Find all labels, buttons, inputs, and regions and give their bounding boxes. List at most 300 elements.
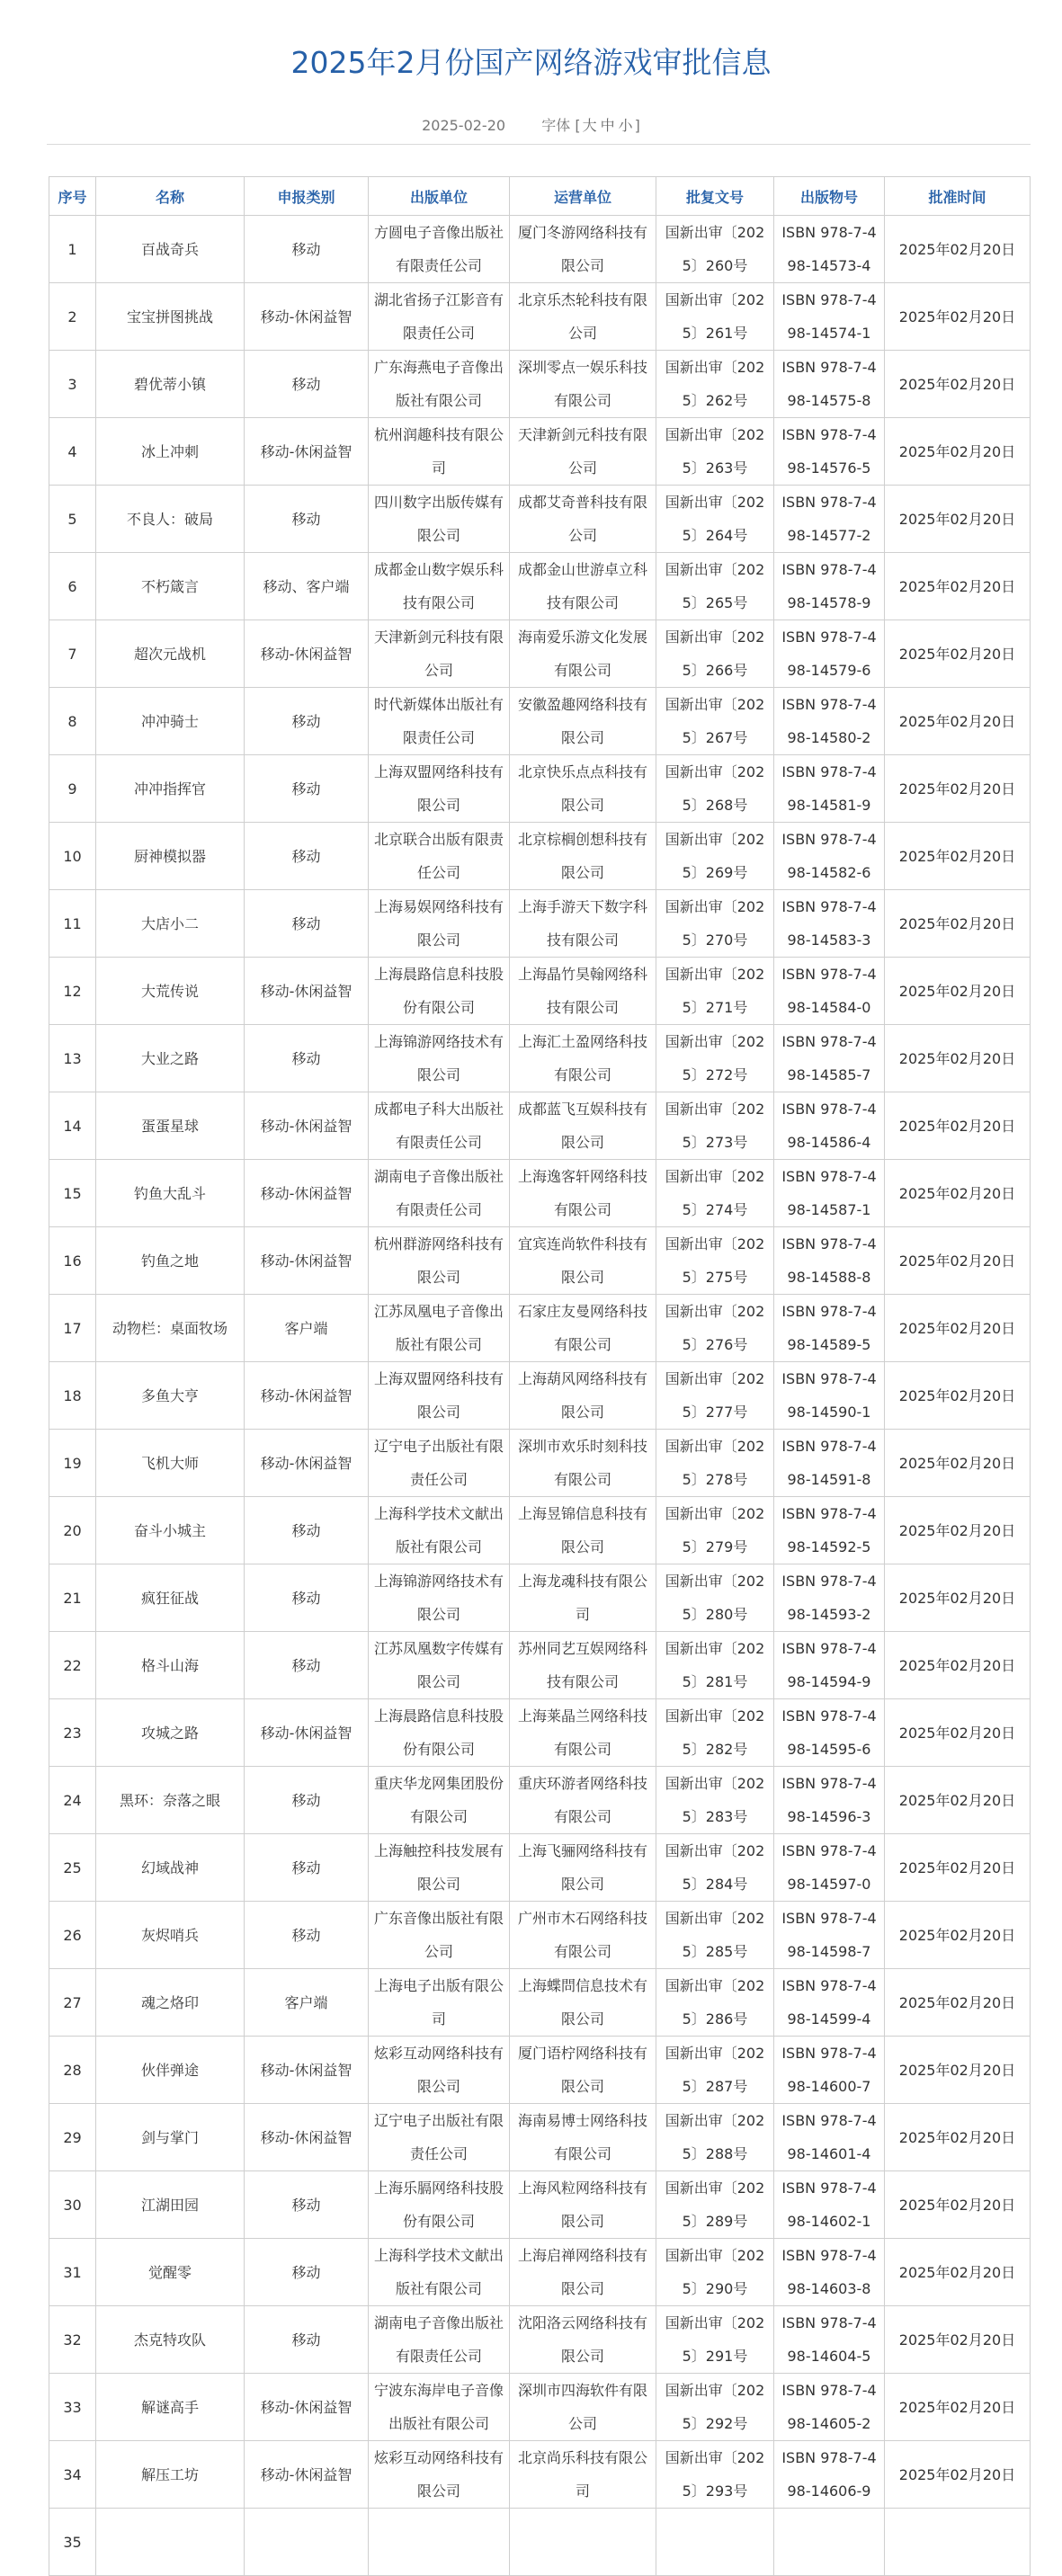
cell-category: 移动-休闲益智 bbox=[245, 283, 369, 351]
cell-game-name: 百战奇兵 bbox=[96, 216, 245, 283]
cell-isbn: ISBN 978-7-498-14588-8 bbox=[774, 1227, 885, 1295]
table-row bbox=[49, 351, 1031, 418]
cell-publisher: 上海锦游网络技术有限公司 bbox=[369, 1564, 510, 1632]
cell-operator: 厦门语柠网络科技有限公司 bbox=[510, 2037, 656, 2104]
cell-index: 17 bbox=[49, 1295, 96, 1362]
cell-approval-date: 2025年02月20日 bbox=[885, 418, 1031, 486]
cell-category: 移动-休闲益智 bbox=[245, 2037, 369, 2104]
table-row bbox=[49, 1295, 1031, 1362]
cell-category: 移动-休闲益智 bbox=[245, 2374, 369, 2441]
cell-approval-number: 国新出审〔2025〕287号 bbox=[656, 2037, 774, 2104]
header-index: 序号 bbox=[49, 177, 96, 216]
cell-approval-date: 2025年02月20日 bbox=[885, 1969, 1031, 2037]
cell-isbn: ISBN 978-7-498-14594-9 bbox=[774, 1632, 885, 1699]
cell-publisher: 上海触控科技发展有限公司 bbox=[369, 1834, 510, 1902]
cell-game-name: 厨神模拟器 bbox=[96, 823, 245, 890]
cell-category: 移动-休闲益智 bbox=[245, 958, 369, 1025]
table-row bbox=[49, 486, 1031, 553]
cell-publisher: 上海晨路信息科技股份有限公司 bbox=[369, 958, 510, 1025]
page-title: 2025年2月份国产网络游戏审批信息 bbox=[290, 45, 772, 80]
cell-category: 移动 bbox=[245, 1632, 369, 1699]
cell-isbn: ISBN 978-7-498-14592-5 bbox=[774, 1497, 885, 1564]
cell-game-name: 多鱼大亨 bbox=[96, 1362, 245, 1430]
cell-index: 4 bbox=[49, 418, 96, 486]
table-row bbox=[49, 755, 1031, 823]
approval-table bbox=[49, 176, 1031, 2576]
table-row bbox=[49, 2306, 1031, 2374]
cell-game-name: 解压工坊 bbox=[96, 2441, 245, 2509]
table-row bbox=[49, 2104, 1031, 2171]
cell-approval-date: 2025年02月20日 bbox=[885, 1834, 1031, 1902]
cell-game-name: 大店小二 bbox=[96, 890, 245, 958]
cell-index: 11 bbox=[49, 890, 96, 958]
cell-game-name: 魂之烙印 bbox=[96, 1969, 245, 2037]
cell-operator: 沈阳洛云网络科技有限公司 bbox=[510, 2306, 656, 2374]
cell-operator: 成都金山世游卓立科技有限公司 bbox=[510, 553, 656, 620]
cell-approval-date: 2025年02月20日 bbox=[885, 351, 1031, 418]
cell-approval-date: 2025年02月20日 bbox=[885, 553, 1031, 620]
cell-publisher: 炫彩互动网络科技有限公司 bbox=[369, 2441, 510, 2509]
cell-approval-date: 2025年02月20日 bbox=[885, 1632, 1031, 1699]
cell-approval-number: 国新出审〔2025〕271号 bbox=[656, 958, 774, 1025]
cell-approval-number: 国新出审〔2025〕265号 bbox=[656, 553, 774, 620]
table-row bbox=[49, 553, 1031, 620]
cell-game-name: 剑与掌门 bbox=[96, 2104, 245, 2171]
table-row bbox=[49, 890, 1031, 958]
cell-operator: 宜宾连尚软件科技有限公司 bbox=[510, 1227, 656, 1295]
cell-operator: 北京快乐点点科技有限公司 bbox=[510, 755, 656, 823]
cell-operator: 北京尚乐科技有限公司 bbox=[510, 2441, 656, 2509]
cell-game-name: 幻域战神 bbox=[96, 1834, 245, 1902]
cell-index: 34 bbox=[49, 2441, 96, 2509]
cell-publisher: 上海科学技术文献出版社有限公司 bbox=[369, 1497, 510, 1564]
table-row bbox=[49, 1834, 1031, 1902]
cell-category: 移动-休闲益智 bbox=[245, 1227, 369, 1295]
cell-game-name: 疯狂征战 bbox=[96, 1564, 245, 1632]
cell-isbn: ISBN 978-7-498-14605-2 bbox=[774, 2374, 885, 2441]
cell-index: 12 bbox=[49, 958, 96, 1025]
cell-publisher: 湖北省扬子江影音有限责任公司 bbox=[369, 283, 510, 351]
cell-index: 33 bbox=[49, 2374, 96, 2441]
cell-publisher: 上海双盟网络科技有限公司 bbox=[369, 755, 510, 823]
cell-category: 移动 bbox=[245, 755, 369, 823]
cell-approval-date: 2025年02月20日 bbox=[885, 1092, 1031, 1160]
cell-category: 移动 bbox=[245, 1834, 369, 1902]
cell-approval-number: 国新出审〔2025〕293号 bbox=[656, 2441, 774, 2509]
cell-index: 32 bbox=[49, 2306, 96, 2374]
cell-publisher: 炫彩互动网络科技有限公司 bbox=[369, 2037, 510, 2104]
cell-index: 2 bbox=[49, 283, 96, 351]
cell-publisher: 辽宁电子出版社有限责任公司 bbox=[369, 2104, 510, 2171]
cell-publisher: 成都电子科大出版社有限责任公司 bbox=[369, 1092, 510, 1160]
cell-category: 移动 bbox=[245, 2239, 369, 2306]
cell-isbn: ISBN 978-7-498-14587-1 bbox=[774, 1160, 885, 1227]
cell-operator: 天津新剑元科技有限公司 bbox=[510, 418, 656, 486]
cell-game-name: 杰克特攻队 bbox=[96, 2306, 245, 2374]
cell-game-name: 大业之路 bbox=[96, 1025, 245, 1092]
cell-approval-date: 2025年02月20日 bbox=[885, 1430, 1031, 1497]
cell-operator: 上海手游天下数字科技有限公司 bbox=[510, 890, 656, 958]
cell-isbn: ISBN 978-7-498-14595-6 bbox=[774, 1699, 885, 1767]
header-publisher: 出版单位 bbox=[369, 177, 510, 216]
cell-approval-date: 2025年02月20日 bbox=[885, 486, 1031, 553]
cell-publisher: 上海晨路信息科技股份有限公司 bbox=[369, 1699, 510, 1767]
cell-approval-number: 国新出审〔2025〕274号 bbox=[656, 1160, 774, 1227]
cell-approval-number: 国新出审〔2025〕291号 bbox=[656, 2306, 774, 2374]
cell-publisher: 时代新媒体出版社有限责任公司 bbox=[369, 688, 510, 755]
font-size-bracket-close: ] bbox=[634, 117, 640, 134]
cell-approval-date: 2025年02月20日 bbox=[885, 2306, 1031, 2374]
cell-isbn: ISBN 978-7-498-14602-1 bbox=[774, 2171, 885, 2239]
cell-operator: 上海汇土盈网络科技有限公司 bbox=[510, 1025, 656, 1092]
article-meta bbox=[0, 113, 1062, 138]
table-row bbox=[49, 1902, 1031, 1969]
cell-category: 移动 bbox=[245, 1902, 369, 1969]
cell-index: 13 bbox=[49, 1025, 96, 1092]
cell-operator: 成都艾奇普科技有限公司 bbox=[510, 486, 656, 553]
cell-game-name: 动物栏：桌面牧场 bbox=[96, 1295, 245, 1362]
cell-category: 移动-休闲益智 bbox=[245, 1430, 369, 1497]
cell-game-name: 飞机大师 bbox=[96, 1430, 245, 1497]
table-row bbox=[49, 1025, 1031, 1092]
cell-operator: 苏州同艺互娱网络科技有限公司 bbox=[510, 1632, 656, 1699]
cell-approval-date: 2025年02月20日 bbox=[885, 688, 1031, 755]
cell-category: 客户端 bbox=[245, 1969, 369, 2037]
cell-approval-number bbox=[656, 2509, 774, 2576]
cell-isbn: ISBN 978-7-498-14577-2 bbox=[774, 486, 885, 553]
cell-operator: 厦门冬游网络科技有限公司 bbox=[510, 216, 656, 283]
cell-index: 26 bbox=[49, 1902, 96, 1969]
cell-approval-number: 国新出审〔2025〕273号 bbox=[656, 1092, 774, 1160]
cell-category: 移动 bbox=[245, 1025, 369, 1092]
cell-operator: 上海莱晶兰网络科技有限公司 bbox=[510, 1699, 656, 1767]
cell-approval-date: 2025年02月20日 bbox=[885, 2239, 1031, 2306]
cell-isbn: ISBN 978-7-498-14597-0 bbox=[774, 1834, 885, 1902]
cell-category: 移动-休闲益智 bbox=[245, 1160, 369, 1227]
cell-operator: 重庆环游者网络科技有限公司 bbox=[510, 1767, 656, 1834]
cell-isbn: ISBN 978-7-498-14578-9 bbox=[774, 553, 885, 620]
table-row bbox=[49, 1227, 1031, 1295]
cell-game-name: 钓鱼之地 bbox=[96, 1227, 245, 1295]
cell-operator: 上海启禅网络科技有限公司 bbox=[510, 2239, 656, 2306]
cell-index: 24 bbox=[49, 1767, 96, 1834]
cell-approval-date: 2025年02月20日 bbox=[885, 2374, 1031, 2441]
cell-approval-number: 国新出审〔2025〕288号 bbox=[656, 2104, 774, 2171]
table-row bbox=[49, 216, 1031, 283]
cell-approval-date: 2025年02月20日 bbox=[885, 1227, 1031, 1295]
cell-game-name: 奋斗小城主 bbox=[96, 1497, 245, 1564]
cell-approval-date: 2025年02月20日 bbox=[885, 1497, 1031, 1564]
cell-approval-number: 国新出审〔2025〕292号 bbox=[656, 2374, 774, 2441]
cell-isbn: ISBN 978-7-498-14606-9 bbox=[774, 2441, 885, 2509]
cell-approval-number: 国新出审〔2025〕284号 bbox=[656, 1834, 774, 1902]
cell-isbn: ISBN 978-7-498-14604-5 bbox=[774, 2306, 885, 2374]
table-row bbox=[49, 2171, 1031, 2239]
cell-index: 16 bbox=[49, 1227, 96, 1295]
cell-isbn: ISBN 978-7-498-14600-7 bbox=[774, 2037, 885, 2104]
cell-operator: 广州市木石网络科技有限公司 bbox=[510, 1902, 656, 1969]
header-category: 申报类别 bbox=[245, 177, 369, 216]
cell-isbn: ISBN 978-7-498-14573-4 bbox=[774, 216, 885, 283]
font-size-bracket-open: [ bbox=[575, 117, 581, 134]
cell-category: 移动-休闲益智 bbox=[245, 1699, 369, 1767]
cell-category: 移动-休闲益智 bbox=[245, 418, 369, 486]
cell-approval-date: 2025年02月20日 bbox=[885, 1902, 1031, 1969]
table-row bbox=[49, 1564, 1031, 1632]
cell-isbn: ISBN 978-7-498-14603-8 bbox=[774, 2239, 885, 2306]
cell-isbn: ISBN 978-7-498-14580-2 bbox=[774, 688, 885, 755]
header-operator: 运营单位 bbox=[510, 177, 656, 216]
cell-operator: 海南爱乐游文化发展有限公司 bbox=[510, 620, 656, 688]
cell-category: 移动-休闲益智 bbox=[245, 1092, 369, 1160]
cell-operator: 成都蓝飞互娱科技有限公司 bbox=[510, 1092, 656, 1160]
table-row bbox=[49, 1497, 1031, 1564]
cell-game-name: 伙伴弹途 bbox=[96, 2037, 245, 2104]
cell-category: 移动 bbox=[245, 2171, 369, 2239]
cell-publisher: 北京联合出版有限责任公司 bbox=[369, 823, 510, 890]
font-size-large-button[interactable]: 大 bbox=[582, 117, 597, 134]
cell-isbn: ISBN 978-7-498-14582-6 bbox=[774, 823, 885, 890]
cell-publisher: 杭州群游网络科技有限公司 bbox=[369, 1227, 510, 1295]
cell-isbn: ISBN 978-7-498-14583-3 bbox=[774, 890, 885, 958]
table-row bbox=[49, 1362, 1031, 1430]
cell-publisher: 江苏凤凰数字传媒有限公司 bbox=[369, 1632, 510, 1699]
cell-approval-date: 2025年02月20日 bbox=[885, 1025, 1031, 1092]
cell-index: 18 bbox=[49, 1362, 96, 1430]
cell-category: 移动-休闲益智 bbox=[245, 1362, 369, 1430]
cell-category: 移动 bbox=[245, 216, 369, 283]
cell-operator: 上海飞骊网络科技有限公司 bbox=[510, 1834, 656, 1902]
cell-index: 5 bbox=[49, 486, 96, 553]
cell-category: 客户端 bbox=[245, 1295, 369, 1362]
cell-game-name: 不良人：破局 bbox=[96, 486, 245, 553]
cell-approval-number: 国新出审〔2025〕277号 bbox=[656, 1362, 774, 1430]
cell-publisher: 上海电子出版有限公司 bbox=[369, 1969, 510, 2037]
cell-index: 29 bbox=[49, 2104, 96, 2171]
cell-operator: 上海龙魂科技有限公司 bbox=[510, 1564, 656, 1632]
cell-approval-number: 国新出审〔2025〕278号 bbox=[656, 1430, 774, 1497]
cell-game-name: 不朽箴言 bbox=[96, 553, 245, 620]
cell-publisher bbox=[369, 2509, 510, 2576]
cell-index: 20 bbox=[49, 1497, 96, 1564]
cell-game-name: 蛋蛋星球 bbox=[96, 1092, 245, 1160]
cell-operator: 上海昱锦信息科技有限公司 bbox=[510, 1497, 656, 1564]
table-row bbox=[49, 688, 1031, 755]
cell-publisher: 上海科学技术文献出版社有限公司 bbox=[369, 2239, 510, 2306]
cell-game-name: 碧优蒂小镇 bbox=[96, 351, 245, 418]
cell-index: 8 bbox=[49, 688, 96, 755]
cell-operator: 北京棕榈创想科技有限公司 bbox=[510, 823, 656, 890]
cell-isbn: ISBN 978-7-498-14591-8 bbox=[774, 1430, 885, 1497]
publish-date: 2025-02-20 bbox=[422, 117, 506, 134]
cell-publisher: 上海乐膈网络科技股份有限公司 bbox=[369, 2171, 510, 2239]
cell-publisher: 辽宁电子出版社有限责任公司 bbox=[369, 1430, 510, 1497]
cell-index: 25 bbox=[49, 1834, 96, 1902]
cell-isbn: ISBN 978-7-498-14598-7 bbox=[774, 1902, 885, 1969]
cell-approval-number: 国新出审〔2025〕264号 bbox=[656, 486, 774, 553]
header-isbn: 出版物号 bbox=[774, 177, 885, 216]
cell-isbn: ISBN 978-7-498-14585-7 bbox=[774, 1025, 885, 1092]
cell-category: 移动-休闲益智 bbox=[245, 2441, 369, 2509]
table-row bbox=[49, 283, 1031, 351]
table-row bbox=[49, 620, 1031, 688]
title-divider bbox=[47, 144, 1031, 145]
table-row bbox=[49, 823, 1031, 890]
font-size-small-button[interactable]: 小 bbox=[618, 117, 633, 134]
cell-isbn: ISBN 978-7-498-14596-3 bbox=[774, 1767, 885, 1834]
cell-category: 移动 bbox=[245, 486, 369, 553]
cell-game-name: 攻城之路 bbox=[96, 1699, 245, 1767]
cell-approval-number: 国新出审〔2025〕270号 bbox=[656, 890, 774, 958]
cell-index: 35 bbox=[49, 2509, 96, 2576]
cell-isbn: ISBN 978-7-498-14574-1 bbox=[774, 283, 885, 351]
cell-index: 30 bbox=[49, 2171, 96, 2239]
table-row bbox=[49, 2037, 1031, 2104]
cell-category: 移动 bbox=[245, 823, 369, 890]
cell-approval-date bbox=[885, 2509, 1031, 2576]
table-row bbox=[49, 2374, 1031, 2441]
cell-category: 移动 bbox=[245, 2306, 369, 2374]
cell-index: 28 bbox=[49, 2037, 96, 2104]
cell-operator: 深圳零点一娱乐科技有限公司 bbox=[510, 351, 656, 418]
cell-isbn: ISBN 978-7-498-14575-8 bbox=[774, 351, 885, 418]
cell-approval-date: 2025年02月20日 bbox=[885, 755, 1031, 823]
cell-publisher: 上海锦游网络技术有限公司 bbox=[369, 1025, 510, 1092]
cell-index: 19 bbox=[49, 1430, 96, 1497]
cell-isbn: ISBN 978-7-498-14601-4 bbox=[774, 2104, 885, 2171]
cell-index: 27 bbox=[49, 1969, 96, 2037]
cell-approval-number: 国新出审〔2025〕286号 bbox=[656, 1969, 774, 2037]
cell-approval-date: 2025年02月20日 bbox=[885, 620, 1031, 688]
table-row bbox=[49, 418, 1031, 486]
cell-category: 移动、客户端 bbox=[245, 553, 369, 620]
cell-index: 31 bbox=[49, 2239, 96, 2306]
cell-operator: 石家庄友曼网络科技有限公司 bbox=[510, 1295, 656, 1362]
cell-publisher: 四川数字出版传媒有限公司 bbox=[369, 486, 510, 553]
cell-approval-date: 2025年02月20日 bbox=[885, 1767, 1031, 1834]
cell-approval-number: 国新出审〔2025〕275号 bbox=[656, 1227, 774, 1295]
cell-publisher: 湖南电子音像出版社有限责任公司 bbox=[369, 1160, 510, 1227]
cell-category: 移动 bbox=[245, 351, 369, 418]
cell-publisher: 重庆华龙网集团股份有限公司 bbox=[369, 1767, 510, 1834]
cell-index: 21 bbox=[49, 1564, 96, 1632]
cell-approval-number: 国新出审〔2025〕282号 bbox=[656, 1699, 774, 1767]
cell-approval-number: 国新出审〔2025〕267号 bbox=[656, 688, 774, 755]
cell-index: 14 bbox=[49, 1092, 96, 1160]
cell-approval-number: 国新出审〔2025〕261号 bbox=[656, 283, 774, 351]
cell-game-name: 格斗山海 bbox=[96, 1632, 245, 1699]
table-row bbox=[49, 2509, 1031, 2576]
table-body bbox=[49, 216, 1031, 2576]
cell-approval-number: 国新出审〔2025〕260号 bbox=[656, 216, 774, 283]
table-row bbox=[49, 2441, 1031, 2509]
cell-publisher: 天津新剑元科技有限公司 bbox=[369, 620, 510, 688]
cell-isbn: ISBN 978-7-498-14584-0 bbox=[774, 958, 885, 1025]
table-row bbox=[49, 1430, 1031, 1497]
cell-isbn bbox=[774, 2509, 885, 2576]
cell-operator: 上海风粒网络科技有限公司 bbox=[510, 2171, 656, 2239]
cell-game-name: 大荒传说 bbox=[96, 958, 245, 1025]
cell-publisher: 上海易娱网络科技有限公司 bbox=[369, 890, 510, 958]
font-size-medium-button[interactable]: 中 bbox=[600, 117, 615, 134]
cell-category: 移动-休闲益智 bbox=[245, 2104, 369, 2171]
cell-category: 移动 bbox=[245, 1497, 369, 1564]
cell-approval-date: 2025年02月20日 bbox=[885, 1295, 1031, 1362]
header-name: 名称 bbox=[96, 177, 245, 216]
cell-approval-date: 2025年02月20日 bbox=[885, 283, 1031, 351]
cell-game-name: 灰烬哨兵 bbox=[96, 1902, 245, 1969]
cell-approval-number: 国新出审〔2025〕262号 bbox=[656, 351, 774, 418]
cell-isbn: ISBN 978-7-498-14576-5 bbox=[774, 418, 885, 486]
cell-operator: 上海晶竹昊翰网络科技有限公司 bbox=[510, 958, 656, 1025]
cell-approval-date: 2025年02月20日 bbox=[885, 2104, 1031, 2171]
cell-game-name: 解谜高手 bbox=[96, 2374, 245, 2441]
cell-operator: 上海蝶問信息技术有限公司 bbox=[510, 1969, 656, 2037]
cell-publisher: 湖南电子音像出版社有限责任公司 bbox=[369, 2306, 510, 2374]
cell-isbn: ISBN 978-7-498-14581-9 bbox=[774, 755, 885, 823]
cell-game-name: 冲冲骑士 bbox=[96, 688, 245, 755]
cell-approval-date: 2025年02月20日 bbox=[885, 2037, 1031, 2104]
table-row bbox=[49, 1767, 1031, 1834]
cell-index: 15 bbox=[49, 1160, 96, 1227]
cell-category: 移动 bbox=[245, 1564, 369, 1632]
cell-approval-number: 国新出审〔2025〕289号 bbox=[656, 2171, 774, 2239]
cell-index: 6 bbox=[49, 553, 96, 620]
cell-operator: 北京乐杰轮科技有限公司 bbox=[510, 283, 656, 351]
table-row bbox=[49, 2239, 1031, 2306]
cell-category: 移动 bbox=[245, 1767, 369, 1834]
cell-publisher: 成都金山数字娱乐科技有限公司 bbox=[369, 553, 510, 620]
cell-game-name: 宝宝拼图挑战 bbox=[96, 283, 245, 351]
cell-isbn: ISBN 978-7-498-14599-4 bbox=[774, 1969, 885, 2037]
cell-approval-number: 国新出审〔2025〕272号 bbox=[656, 1025, 774, 1092]
cell-index: 10 bbox=[49, 823, 96, 890]
cell-index: 9 bbox=[49, 755, 96, 823]
cell-approval-number: 国新出审〔2025〕281号 bbox=[656, 1632, 774, 1699]
cell-isbn: ISBN 978-7-498-14589-5 bbox=[774, 1295, 885, 1362]
cell-approval-number: 国新出审〔2025〕283号 bbox=[656, 1767, 774, 1834]
cell-approval-date: 2025年02月20日 bbox=[885, 1564, 1031, 1632]
cell-approval-number: 国新出审〔2025〕290号 bbox=[656, 2239, 774, 2306]
cell-operator: 深圳市欢乐时刻科技有限公司 bbox=[510, 1430, 656, 1497]
cell-approval-number: 国新出审〔2025〕279号 bbox=[656, 1497, 774, 1564]
cell-publisher: 方圆电子音像出版社有限责任公司 bbox=[369, 216, 510, 283]
cell-approval-date: 2025年02月20日 bbox=[885, 890, 1031, 958]
cell-publisher: 宁波东海岸电子音像出版社有限公司 bbox=[369, 2374, 510, 2441]
table-row bbox=[49, 1699, 1031, 1767]
cell-approval-number: 国新出审〔2025〕280号 bbox=[656, 1564, 774, 1632]
cell-game-name: 黑环：奈落之眼 bbox=[96, 1767, 245, 1834]
table-row bbox=[49, 1092, 1031, 1160]
cell-index: 23 bbox=[49, 1699, 96, 1767]
cell-game-name: 冲冲指挥官 bbox=[96, 755, 245, 823]
cell-index: 7 bbox=[49, 620, 96, 688]
cell-operator: 海南易博士网络科技有限公司 bbox=[510, 2104, 656, 2171]
table-row bbox=[49, 1969, 1031, 2037]
cell-game-name: 钓鱼大乱斗 bbox=[96, 1160, 245, 1227]
table-header-row bbox=[49, 177, 1031, 216]
cell-approval-date: 2025年02月20日 bbox=[885, 823, 1031, 890]
cell-game-name: 江湖田园 bbox=[96, 2171, 245, 2239]
cell-isbn: ISBN 978-7-498-14579-6 bbox=[774, 620, 885, 688]
cell-index: 3 bbox=[49, 351, 96, 418]
cell-approval-number: 国新出审〔2025〕268号 bbox=[656, 755, 774, 823]
cell-approval-date: 2025年02月20日 bbox=[885, 2441, 1031, 2509]
table-row bbox=[49, 1160, 1031, 1227]
cell-approval-date: 2025年02月20日 bbox=[885, 216, 1031, 283]
cell-index: 1 bbox=[49, 216, 96, 283]
cell-isbn: ISBN 978-7-498-14590-1 bbox=[774, 1362, 885, 1430]
